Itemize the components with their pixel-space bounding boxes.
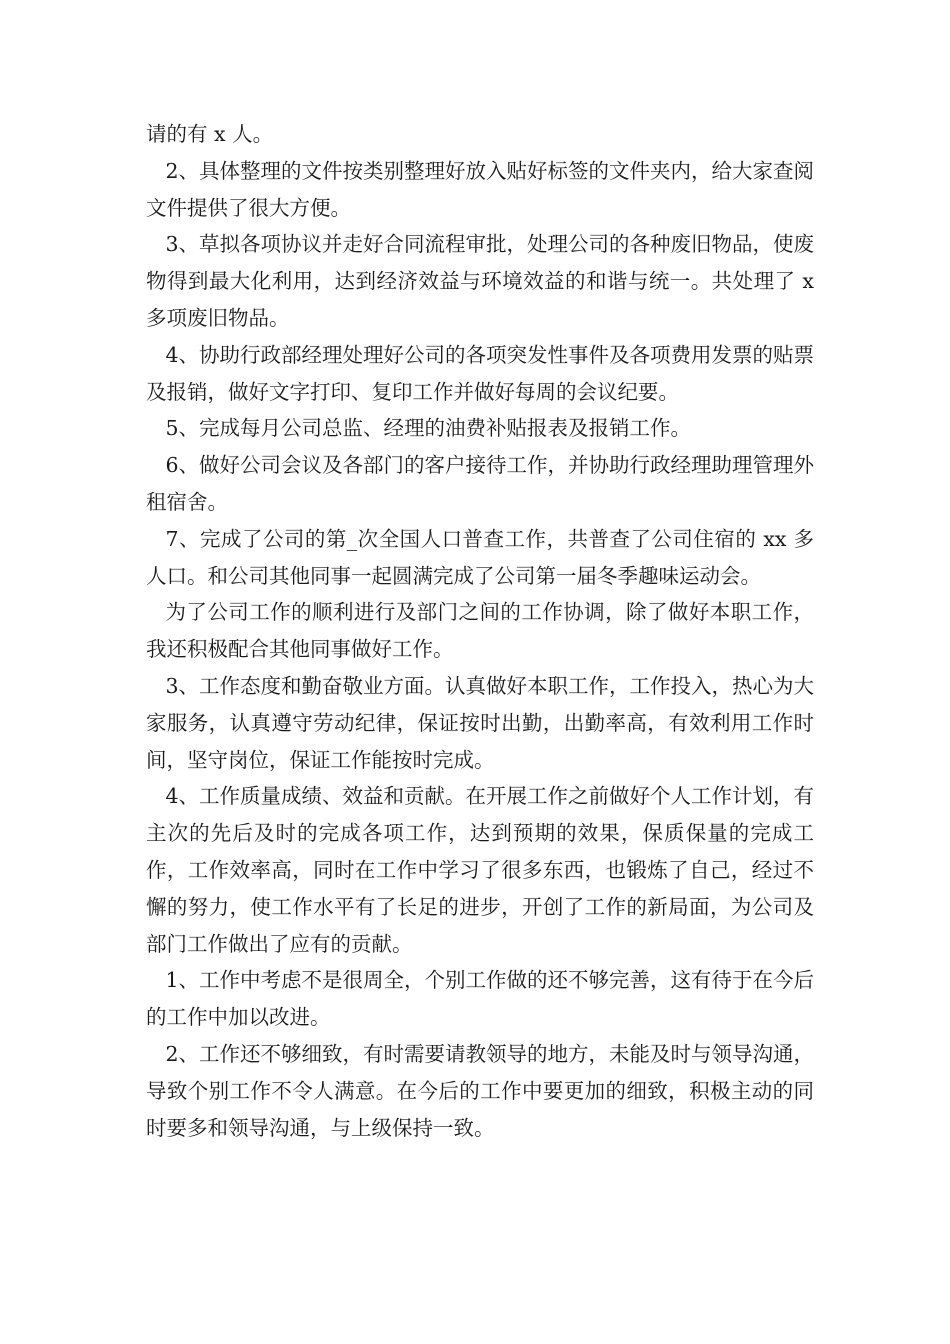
paragraph-shortcoming-1: 1、工作中考虑不是很周全，个别工作做的还不够完善，这有待于在今后的工作中加以改进。 [146, 968, 815, 1030]
paragraph-cooperation: 为了公司工作的顺利进行及部门之间的工作协调，除了做好本职工作，我还积极配合其他同事做好工作。 [146, 600, 814, 662]
paragraph-shortcoming-2: 2、工作还不够细致，有时需要请教领导的地方，未能及时与领导沟通，导致个别工作不令人满意。在今后的工作中要更加的细致，积极主动的同时要多和领导沟通，与上级保持一致。 [146, 1041, 815, 1140]
paragraph-item-2-file-organizing: 2、具体整理的文件按类别整理好放入贴好标签的文件夹内，给大家查阅文件提供了很大方便。 [146, 158, 815, 220]
paragraph-item-7-census: 7、完成了公司的第_次全国人口普查工作，共普查了公司住宿的 xx 多人口。和公司其他同事一起圆满完成了公司第一届冬季趣味运动会。 [146, 526, 814, 588]
paragraph-item-4-assist-manager: 4、协助行政部经理处理好公司的各项突发性事件及各项费用发票的贴票及报销，做好文字打印、复印工作并做好每周的会议纪要。 [146, 342, 815, 404]
paragraph-item-5-fuel-subsidy: 5、完成每月公司总监、经理的油费补贴报表及报销工作。 [165, 416, 692, 441]
paragraph-continuation: 请的有 x 人。 [146, 122, 274, 146]
document-body [146, 116, 814, 1146]
paragraph-work-quality: 4、工作质量成绩、效益和贡献。在开展工作之前做好个人工作计划，有主次的先后及时的完成各项工作，达到预期的效果，保质保量的完成工作，工作效率高，同时在工作中学习了很多东西，也锻炼了自己，经过不懈的努力，使工作水平有了长足的进步，开创了工作的新局面，为公司及部门工作做出了应有的贡献。 [146, 784, 815, 956]
paragraph-item-3-agreements: 3、草拟各项协议并走好合同流程审批，处理公司的各种废旧物品，使废物得到最大化利用，达到经济效益与环境效益的和谐与统一。共处理了 x 多项废旧物品。 [146, 232, 815, 330]
paragraph-work-attitude: 3、工作态度和勤奋敬业方面。认真做好本职工作，工作投入，热心为大家服务，认真遵守劳动纪律，保证按时出勤，出勤率高，有效利用工作时间，坚守岗位，保证工作能按时完成。 [146, 673, 815, 772]
paragraph-item-6-reception: 6、做好公司会议及各部门的客户接待工作，并协助行政经理助理管理外租宿舍。 [146, 453, 815, 514]
